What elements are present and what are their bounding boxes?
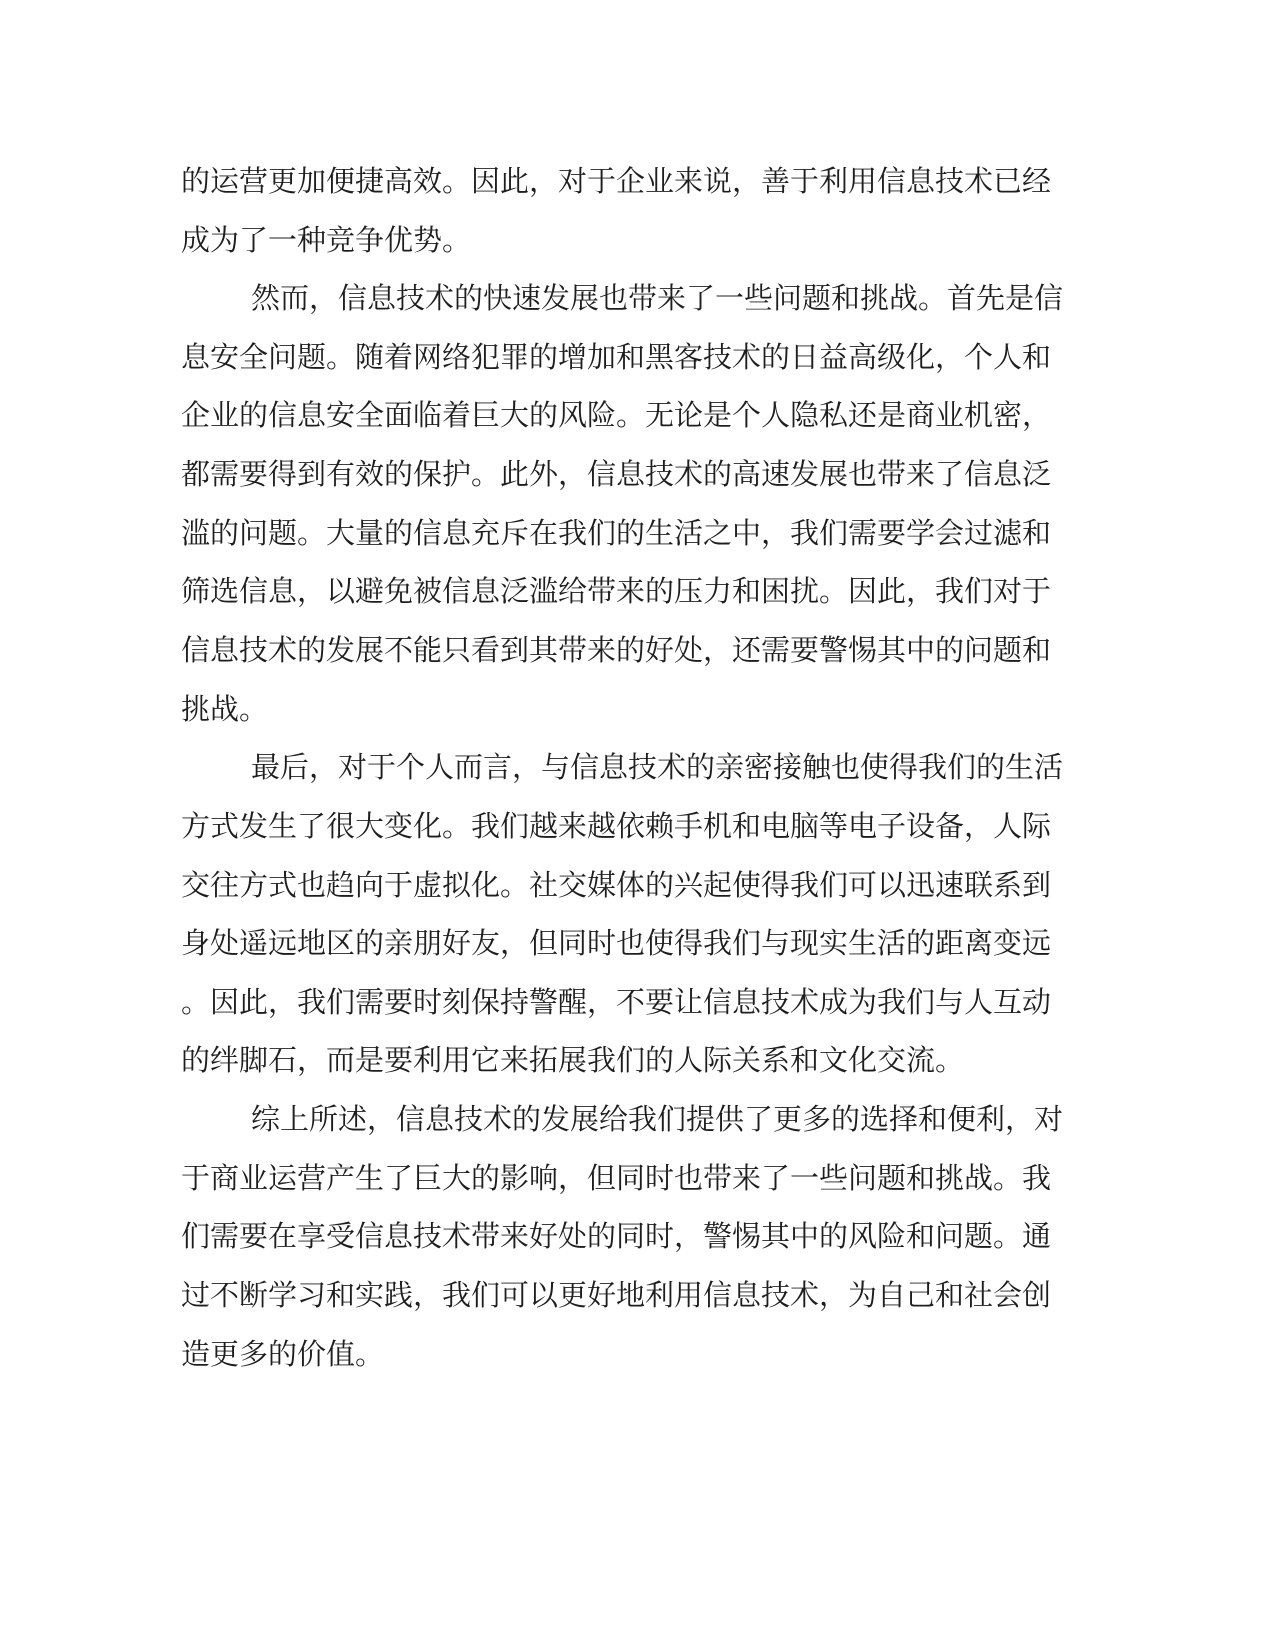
text-line: 。因此，我们需要时刻保持警醒，不要让信息技术成为我们与人互动 (181, 985, 1052, 1019)
text-line: 都需要得到有效的保护。此外，信息技术的高速发展也带来了信息泛 (181, 457, 1052, 491)
text-line: 身处遥远地区的亲朋好友，但同时也使得我们与现实生活的距离变远 (181, 926, 1052, 960)
text-line: 信息技术的发展不能只看到其带来的好处，还需要警惕其中的问题和 (181, 633, 1052, 667)
text-line: 然而，信息技术的快速发展也带来了一些问题和挑战。首先是信 (251, 281, 1064, 315)
text-line: 企业的信息安全面临着巨大的风险。无论是个人隐私还是商业机密， (181, 398, 1052, 432)
text-line: 最后，对于个人而言，与信息技术的亲密接触也使得我们的生活 (251, 750, 1064, 784)
text-line: 交往方式也趋向于虚拟化。社交媒体的兴起使得我们可以迅速联系到 (181, 868, 1052, 902)
text-line: 造更多的价值。 (181, 1337, 385, 1371)
text-line: 的运营更加便捷高效。因此，对于企业来说，善于利用信息技术已经 (181, 164, 1052, 198)
text-line: 筛选信息，以避免被信息泛滥给带来的压力和困扰。因此，我们对于 (181, 574, 1052, 608)
text-line: 滥的问题。大量的信息充斥在我们的生活之中，我们需要学会过滤和 (181, 516, 1052, 550)
text-line: 方式发生了很大变化。我们越来越依赖手机和电脑等电子设备，人际 (181, 809, 1052, 843)
text-line: 的绊脚石，而是要利用它来拓展我们的人际关系和文化交流。 (181, 1043, 965, 1077)
text-line: 成为了一种竞争优势。 (181, 223, 472, 257)
text-line: 们需要在享受信息技术带来好处的同时，警惕其中的风险和问题。通 (181, 1219, 1052, 1253)
text-line: 于商业运营产生了巨大的影响，但同时也带来了一些问题和挑战。我 (181, 1161, 1052, 1195)
text-line: 挑战。 (181, 692, 269, 726)
text-line: 息安全问题。随着网络犯罪的增加和黑客技术的日益高级化，个人和 (181, 340, 1052, 374)
text-line: 过不断学习和实践，我们可以更好地利用信息技术，为自己和社会创 (181, 1278, 1052, 1312)
text-line: 综上所述，信息技术的发展给我们提供了更多的选择和便利，对 (251, 1102, 1064, 1136)
